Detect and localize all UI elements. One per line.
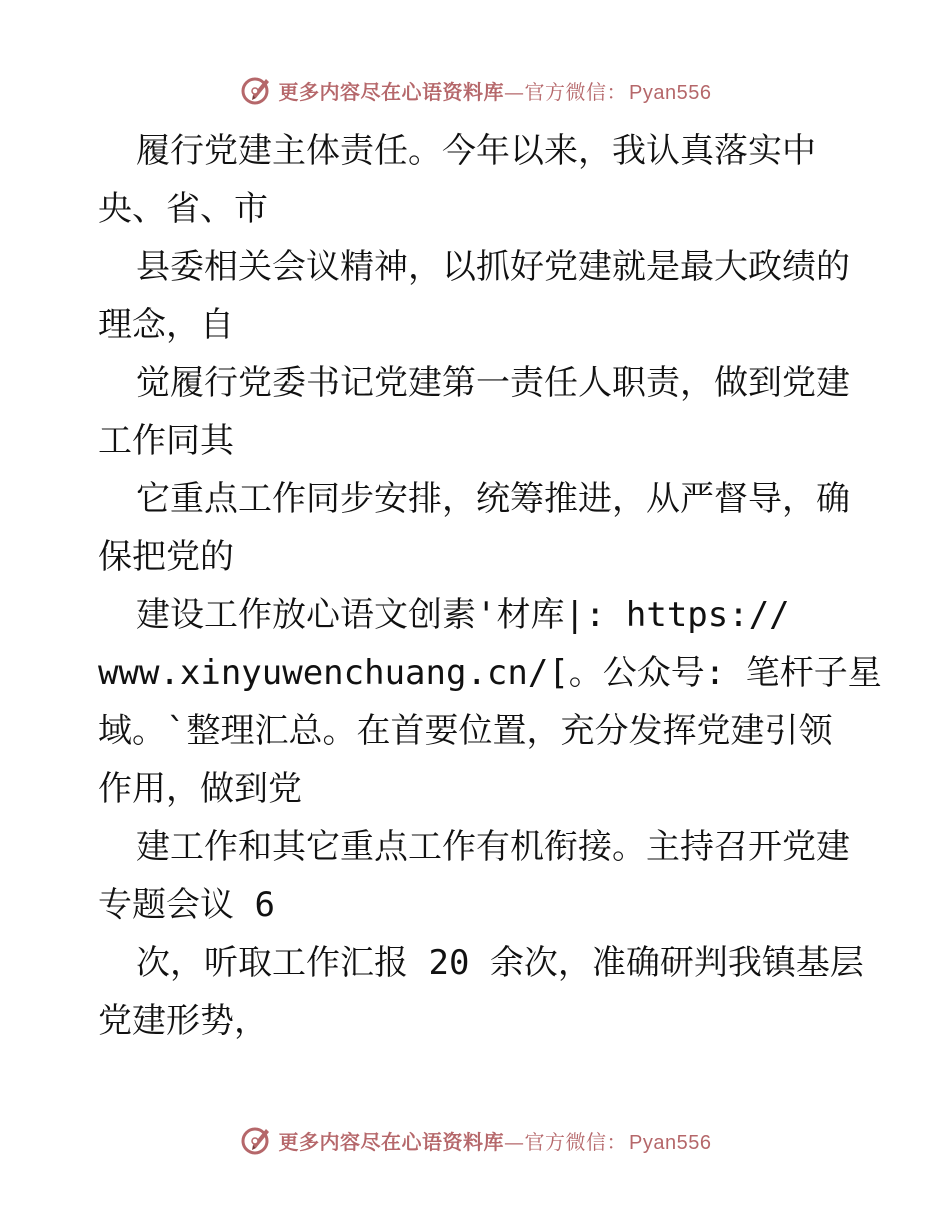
text-line: 域。`整理汇总。在首要位置，充分发挥党建引领 [98,711,833,751]
text-line: www.xinyuwenchuang.cn/[。公众号: 笔杆子星 [98,653,882,693]
header-watermark [0,70,950,110]
pen-logo-icon [239,73,273,107]
footer-watermark [0,1120,950,1160]
text-line: 党建形势， [98,1001,268,1041]
text-line: 央、省、市 [98,189,268,229]
watermark-site-name: 更多内容尽在心语资料库 [278,1129,505,1154]
text-line: 县委相关会议精神，以抓好党建就是最大政绩的 [136,247,850,287]
text-line: 建工作和其它重点工作有机衔接。主持召开党建 [136,827,850,867]
text-line: 保把党的 [98,537,234,577]
body-text [98,122,882,1050]
watermark-label: 官方微信： [524,1129,628,1154]
pen-logo-icon [239,1123,273,1157]
text-line: 次，听取工作汇报 20 余次，准确研判我镇基层 [136,943,864,983]
text-line: 履行党建主体责任。今年以来，我认真落实中 [136,131,816,171]
watermark-site-name: 更多内容尽在心语资料库 [278,79,505,104]
watermark-label: 官方微信： [524,79,628,104]
watermark-dash: — [504,79,525,104]
text-line: 它重点工作同步安排，统筹推进，从严督导，确 [136,479,850,519]
text-line: 建设工作放心语文创素'材库|: https:// [136,595,790,635]
text-line: 觉履行党委书记党建第一责任人职责，做到党建 [136,363,850,403]
watermark-dash: — [504,1129,525,1154]
text-line: 专题会议 6 [98,885,275,925]
watermark-wechat-id: Pyan556 [629,81,712,104]
text-line: 作用，做到党 [98,769,302,809]
text-line: 理念，自 [98,305,234,345]
watermark-wechat-id: Pyan556 [629,1131,712,1154]
text-line: 工作同其 [98,421,234,461]
